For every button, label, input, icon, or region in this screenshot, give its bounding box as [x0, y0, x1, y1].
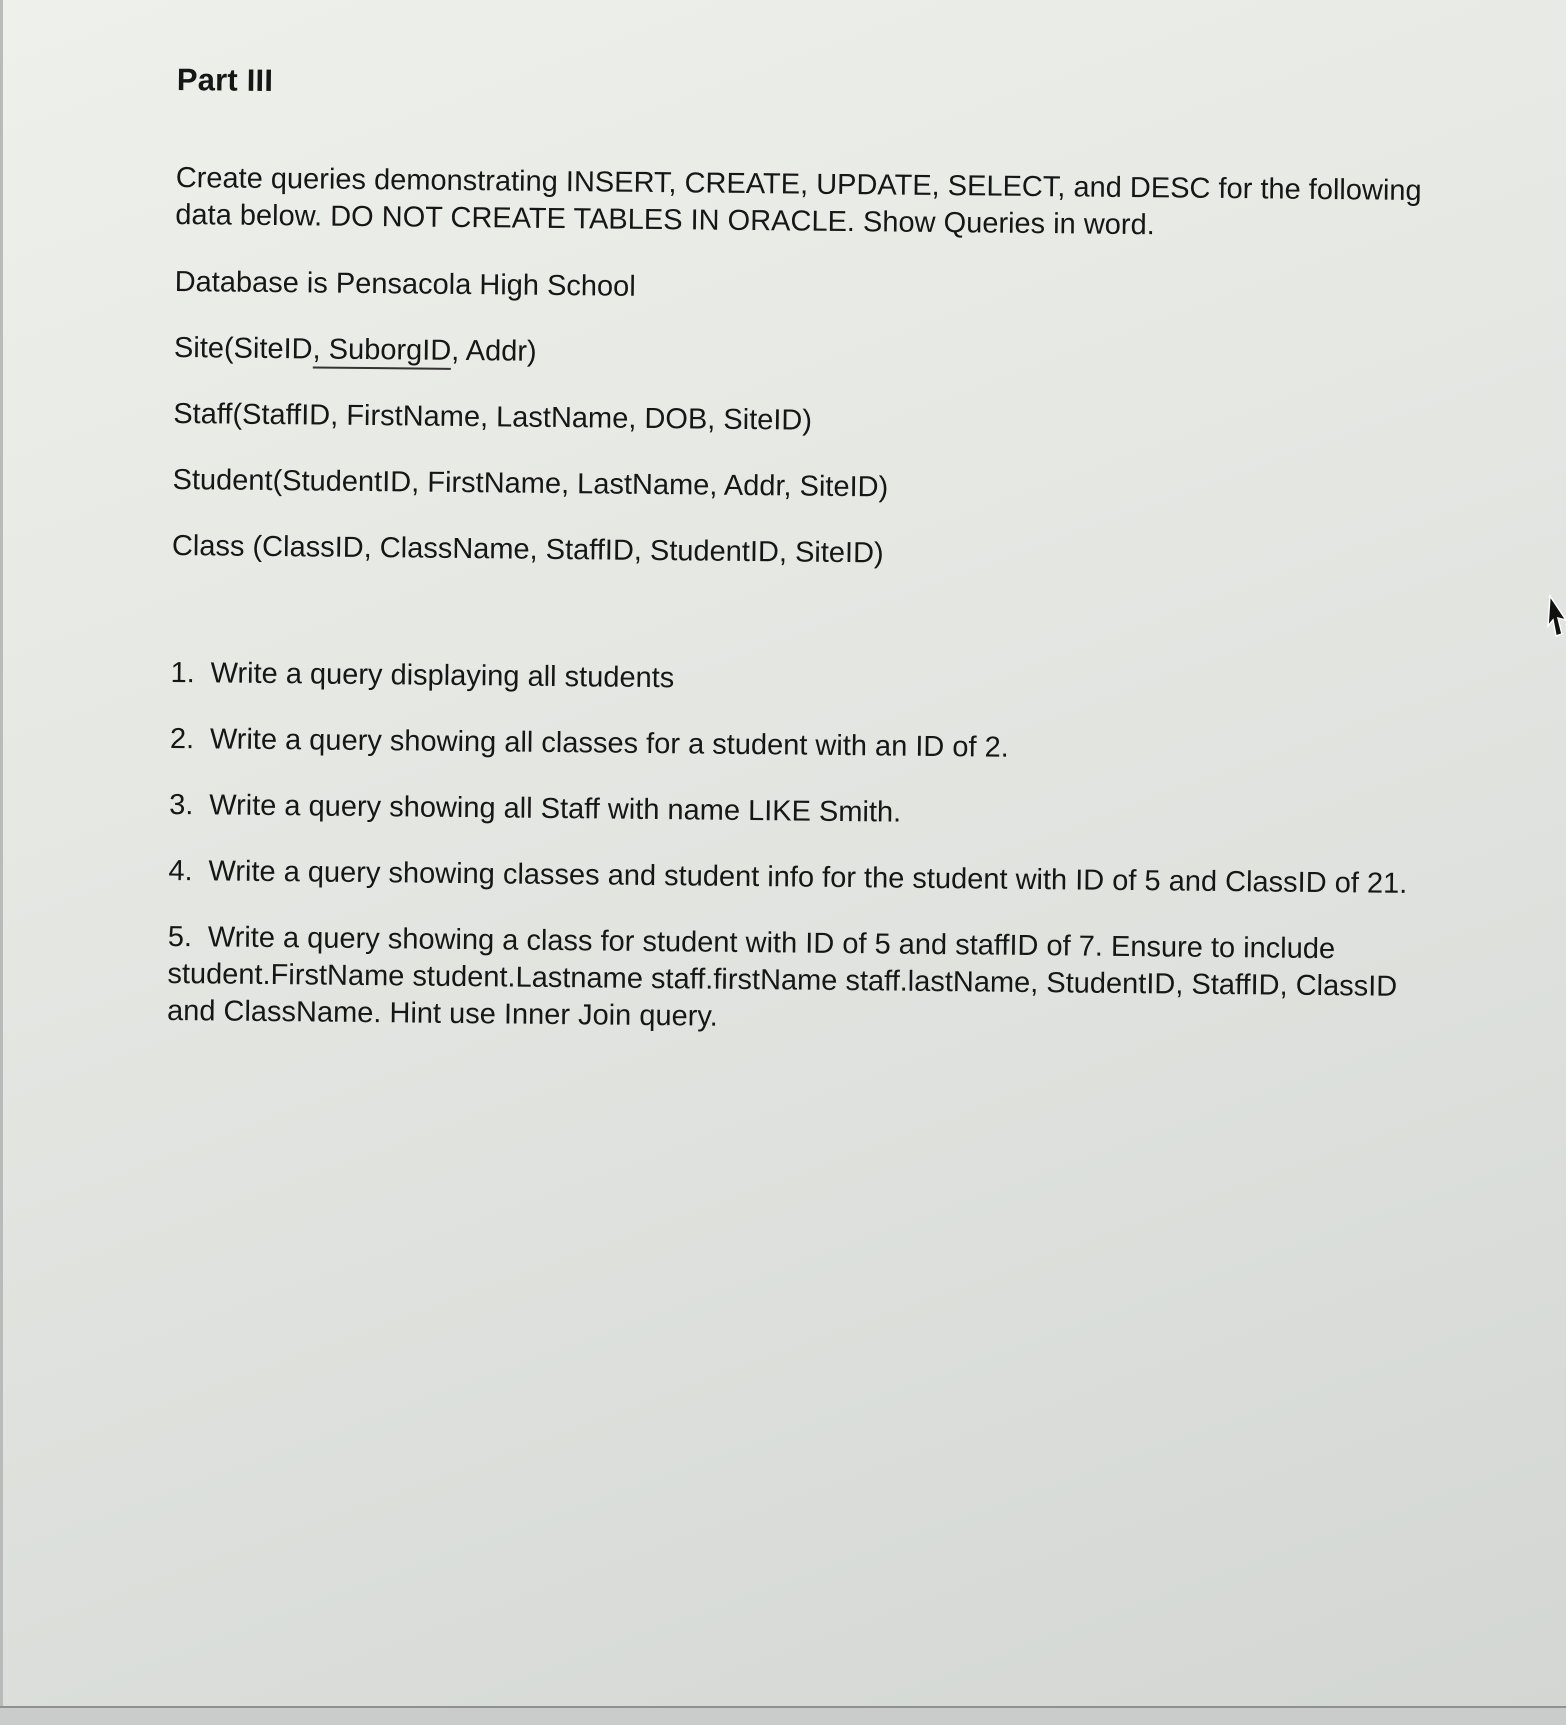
question-item — [168, 853, 1448, 903]
schema-student: Student(StudentID, FirstName, LastName, Addr, SiteID) — [172, 463, 889, 504]
question-item — [170, 721, 1450, 771]
question-text: Write a query showing a class for student with ID of 5 and staffID of 7. Ensure to include student.FirstName student.Lastname staff.firstName staff.lastName, StudentID, StaffID, ClassID and ClassName. Hint use Inner Join query. — [166, 921, 1398, 1033]
schema-site-suffix: , Addr) — [451, 334, 537, 368]
mouse-pointer-icon — [1546, 594, 1566, 638]
page-bottom-edge — [0, 1708, 1566, 1725]
schema-site — [174, 330, 1454, 380]
question-text: Write a query displaying all students — [210, 657, 675, 695]
question-list — [167, 655, 1451, 1043]
database-name: Database is Pensacola High School — [174, 265, 636, 303]
question-text: Write a query showing all classes for a student with an ID of 2. — [209, 723, 1010, 764]
page-left-edge — [0, 0, 3, 1725]
question-text: Write a query showing all Staff with name LIKE Smith. — [209, 789, 902, 829]
schema-site-underlined: , SuborgID — [312, 333, 451, 369]
document-content — [167, 62, 1457, 1072]
schema-class: Class (ClassID, ClassName, StaffID, StudentID, SiteID) — [171, 529, 884, 570]
question-number: 1. — [170, 656, 195, 690]
question-item — [169, 787, 1449, 837]
question-item — [170, 655, 1450, 705]
question-number: 2. — [169, 722, 195, 756]
question-number: 3. — [169, 788, 194, 822]
schema-staff: Staff(StaffID, FirstName, LastName, DOB, SiteID) — [173, 397, 813, 437]
question-number: 5. — [167, 920, 193, 954]
question-text: Write a query showing classes and student info for the student with ID of 5 and ClassID of 21. — [208, 855, 1408, 900]
instructions-paragraph: Create queries demonstrating INSERT, CREATE, UPDATE, SELECT, and DESC for the following data below. DO NOT CREATE TABLES IN ORACLE. Show Queries in word. — [175, 161, 1422, 242]
document-title: Part III — [176, 62, 274, 99]
question-item — [167, 919, 1448, 1043]
question-number: 4. — [168, 854, 193, 888]
schema-site-prefix: Site(SiteID — [173, 331, 313, 366]
